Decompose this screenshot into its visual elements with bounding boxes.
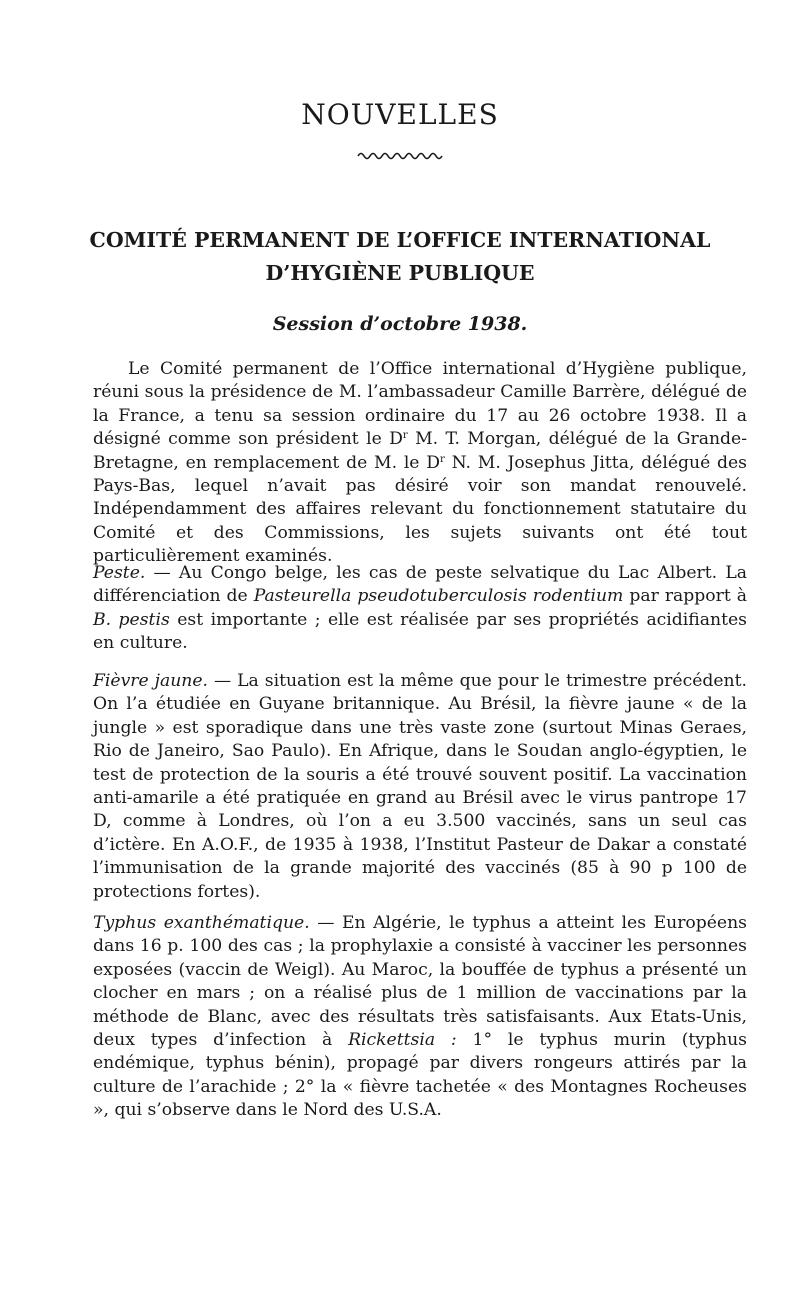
peste-italic-2: B. pestis (93, 609, 170, 630)
peste-lead: Peste. (93, 563, 146, 583)
article-heading (0, 224, 800, 290)
typhus-text-a: — En Algérie, le typhus a atteint les Européens dans 16 p. 100 des cas ; la prophylaxie a consisté à vacciner les personnes exposées (vaccin de Weigl). Au Maroc, la bouffée de typhus a présenté un clocher en mars ; on a réalisé plus de 1 million de vaccinations par la méthode de Blanc, avec des résultats très satisfaisants. Aux Etats-Unis, deux types d’infection à (93, 913, 747, 1051)
fievre-lead: Fièvre jaune. (93, 671, 209, 691)
peste-text-a: — Au Congo belge, les cas de peste selvatique du Lac Albert. La différenciation de (93, 563, 747, 607)
typhus-paragraph (93, 912, 747, 1123)
typhus-italic-1: Rickettsia : (348, 1030, 457, 1051)
intro-text-a: Le Comité permanent de l’Office international d’Hygiène publique, réuni sous la présidence de M. l’ambassadeur Camille Barrère, délégué de la France, a tenu sa session ordinaire du 17 au 26 octobre 1938. Il a désigné comme son président le D (93, 359, 747, 450)
peste-text-c: est importante ; elle est réalisée par ses propriétés acidifiantes en culture. (93, 609, 747, 654)
fievre-text: — La situation est la même que pour le trimestre précédent. On l’a étudiée en Guyane britannique. Au Brésil, la fièvre jaune « de la jungle » est sporadique dans une très vaste zone (surtout Minas Geraes, Rio de Janeiro, Sao Paulo). En Afrique, dans le Soudan anglo-égyptien, le test de protection de la souris a été trouvé souvent positif. La vaccination anti-amarile a été pratiquée en grand au Brésil avec le virus pantrope 17 D, comme à Londres, où l’on a eu 3.500 vaccinés, sans un seul cas d’ictère. En A.O.F., de 1935 à 1938, l’Institut Pasteur de Dakar a constaté l’immunisation de la grande majorité des vaccinés (85 à 90 p 100 de protections fortes). (93, 671, 747, 902)
section-title: NOUVELLES (301, 98, 499, 131)
intro-text-b: M. T. Morgan, délégué de la Grande-Bretagne, en remplacement de M. le D (93, 429, 747, 473)
article-heading-line-2: D’HYGIÈNE PUBLIQUE (265, 261, 535, 285)
peste-italic-1: Pasteurella pseudotuberculosis rodentium (253, 586, 624, 607)
fievre-jaune-paragraph (93, 670, 747, 904)
session-subtitle: Session d’octobre 1938. (272, 313, 528, 335)
peste-text-b: par rapport à (623, 586, 748, 607)
typhus-lead: Typhus exanthématique. (93, 913, 310, 933)
wavy-rule-ornament-icon (0, 150, 800, 164)
intro-sup-2: r (440, 453, 445, 465)
peste-paragraph (93, 562, 747, 656)
intro-text-c: N. M. Josephus Jitta, délégué des Pays-Bas, lequel n’avait pas désiré voir son mandat renouvelé. Indépendamment des affaires relevant du fonctionnement statutaire du Comité et des Commissions, les sujets suivants ont été tout particulièrement examinés. (93, 452, 747, 567)
intro-sup-1: r (402, 430, 408, 442)
typhus-text-b: 1° le typhus murin (typhus endémique, typhus bénin), propagé par divers rongeurs attirés par la culture de l’arachide ; 2° la « fièvre tachetée « des Montagnes Rocheuses », qui s’observe dans le Nord des U.S.A. (93, 1030, 747, 1121)
article-heading-line-1: COMITÉ PERMANENT DE L’OFFICE INTERNATIONAL (89, 228, 711, 252)
intro-paragraph (93, 358, 747, 569)
